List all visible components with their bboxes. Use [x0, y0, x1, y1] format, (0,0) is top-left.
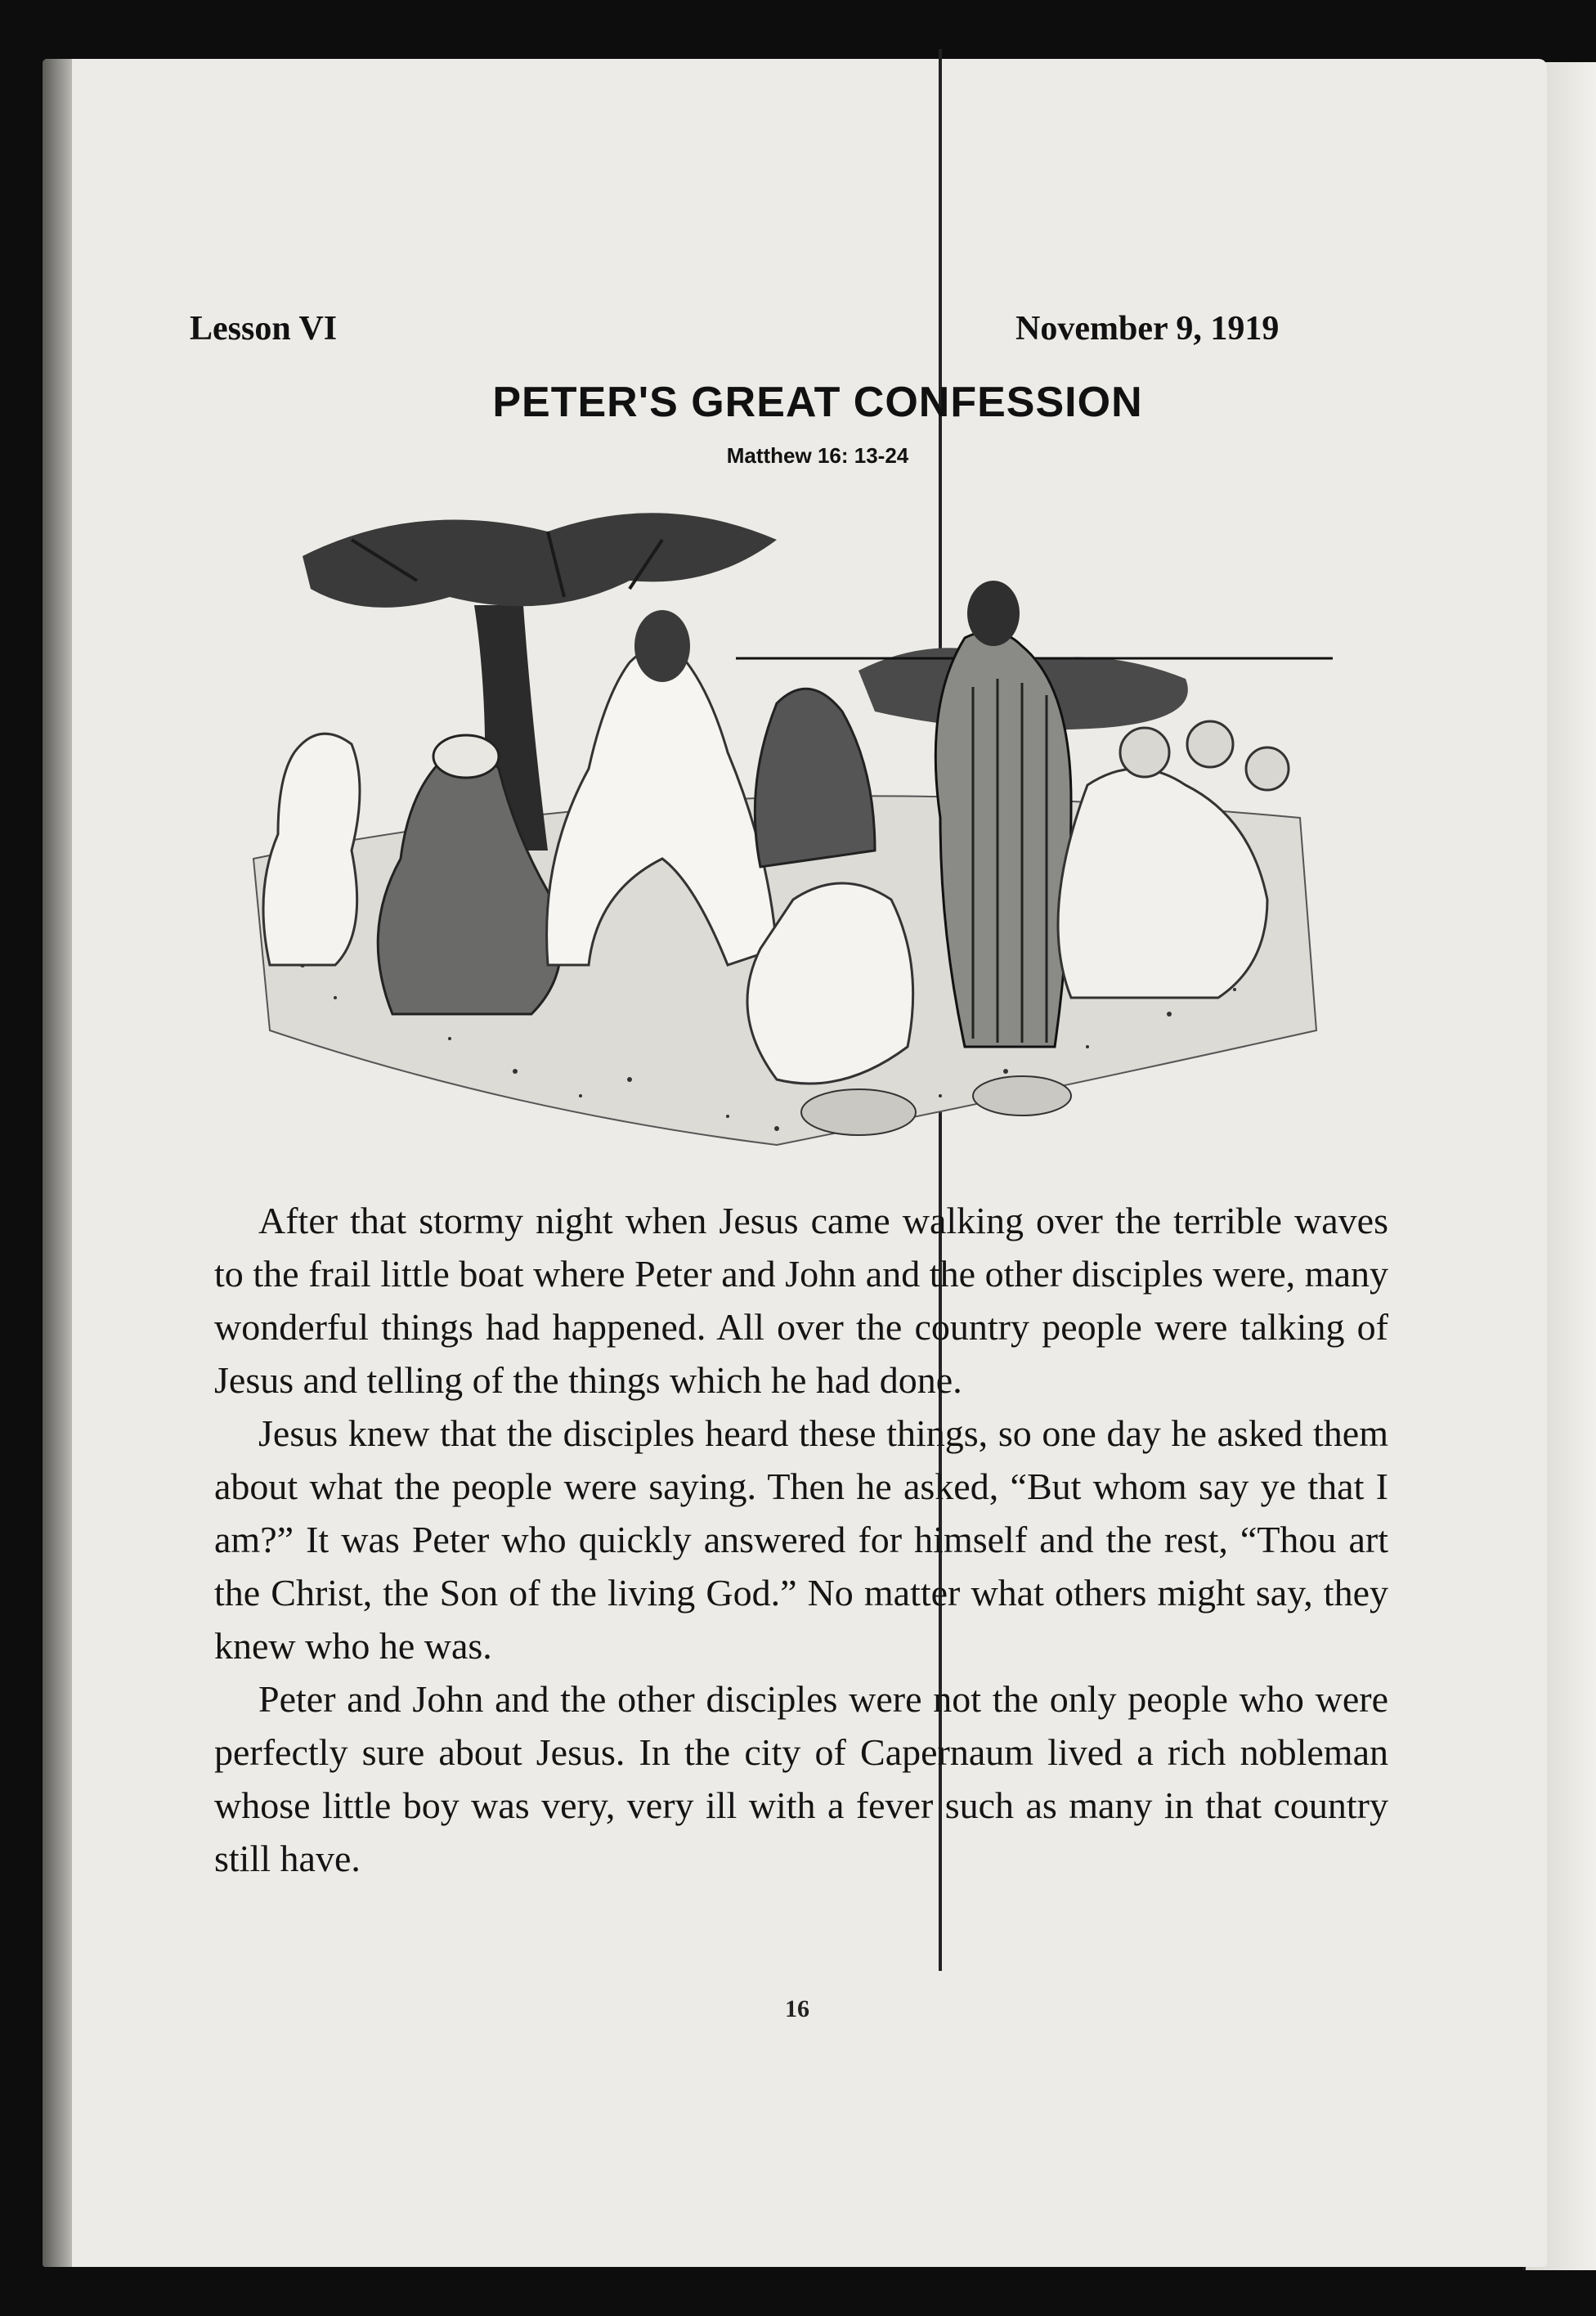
- page-binding-edge: [43, 59, 72, 2267]
- paragraph: After that stormy night when Jesus came walking over the terrible waves to the frail little boat where Peter and John and the other disciples were, many wonderful things had happened. All over the country people were talking of Jesus and telling of the things which he had done.: [214, 1200, 1388, 1401]
- lesson-body: [214, 1194, 1388, 1885]
- page-number: 16: [785, 1995, 809, 2022]
- paragraph: Peter and John and the other disciples were not the only people who were perfectly sure about Jesus. In the city of Capernaum lived a rich nobleman whose little boy was very, very ill with a fever such as many in that country still have.: [214, 1678, 1388, 1879]
- lesson-date: November 9, 1919: [1015, 310, 1280, 348]
- lesson-title: PETER'S GREAT CONFESSION: [492, 379, 1143, 426]
- disciples-illustration: [204, 507, 1349, 1161]
- scripture-reference: Matthew 16: 13-24: [726, 443, 909, 468]
- paragraph: Jesus knew that the disciples heard these things, so one day he asked them about what the people were saying. Then he asked, “But whom say ye that I am?” It was Peter who quickly answered for himself and the rest, “Thou art the Christ, the Son of the living God.” No matter what others might say, they knew who he was.: [214, 1412, 1388, 1667]
- lesson-label: Lesson VI: [190, 310, 338, 348]
